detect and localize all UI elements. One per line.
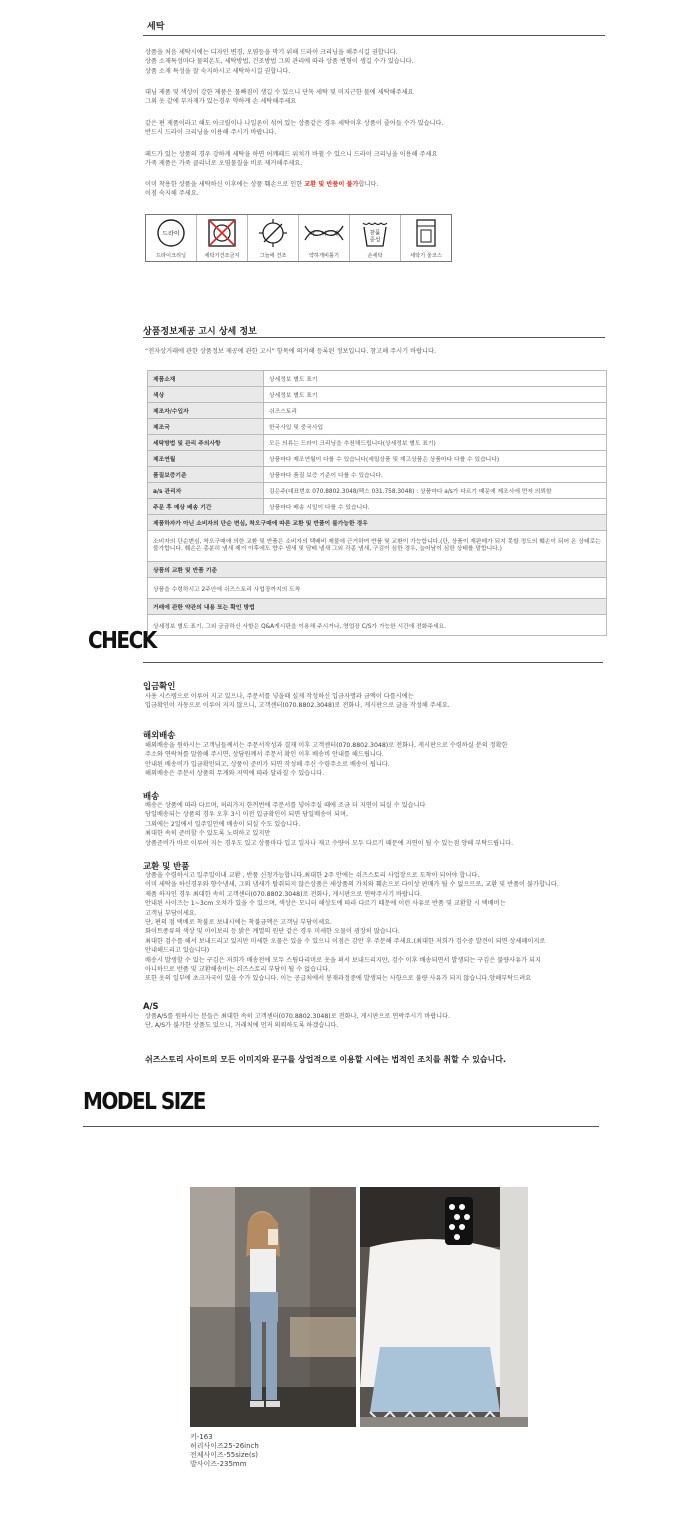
model-size-heading: MODEL SIZE [83, 1087, 205, 1115]
table-row [148, 499, 607, 515]
model-closeup-photo [360, 1187, 528, 1427]
info-value: 상세정보 별도 표기 [264, 371, 607, 387]
machine-wash-icon [411, 218, 441, 248]
overseas-body: 해외배송을 원하시는 고객님들께서는 주문서작성과 결재 이후 고객센터(070.8802.3048)로 전화나, 게시판으로 수령하실 분의 정확한 주소와 연락처를 말씀해 주시면, 상담원께서 주문서 확인 이후 배송비 안내를 해드립니다. 안내된 배송비가 입금확인되고, 상품이 준비가 되면 작성해 주신 수령주소로 배송이 됩니다. 해외배송은 주문서 상품의 무게와 지역에 따라 달라질 수 있습니다. [145, 742, 508, 778]
gentle-inner-3: 게 [333, 231, 339, 238]
model-full-body-photo [190, 1187, 356, 1427]
washing-para-4: 패드가 있는 상품의 경우 강하게 세탁을 하면 어깨패드 위치가 바뀔 수 있으니 드라이 크리닝을 이용해 주세요 가죽 제품은 가죽 클리너로 오염물질을 비로 제거해주세요. [145, 151, 438, 168]
no-machine-dry-icon [207, 218, 237, 248]
table-row [148, 419, 607, 435]
info-key: 세탁방법 및 관리 주의사항 [148, 435, 264, 451]
info-key: a/s 관리자 [148, 483, 264, 499]
washing-para-5-text: 이미 착용한 상품을 세탁하신 이후에는 상품 훼손으로 인한 [145, 181, 305, 188]
model-full-body-illustration [190, 1187, 356, 1427]
info-key: 색상 [148, 387, 264, 403]
terms-body: 상세정보 별도 표기. 그외 궁금하신 사항은 Q&A게시판을 이용해 주시거나, 영업장 C/S가 가능한 시간에 전화주세요. [148, 615, 607, 636]
table-row [148, 451, 607, 467]
notice-title: 상품정보제공 고시 상세 정보 [143, 327, 257, 337]
table-row [148, 387, 607, 403]
washing-rule [143, 35, 605, 36]
info-key: 제조자/수입자 [148, 403, 264, 419]
info-key: 제조국 [148, 419, 264, 435]
notice-intro: “전자상거래에 관한 상품정보 제공에 관한 고시” 항목에 의거해 등록된 정보입니다. 참고해 주시기 바랍니다. [145, 348, 436, 355]
info-value: 상품마다 품질 보증 기준이 다를 수 있습니다. [264, 467, 607, 483]
simple-change-header: 제품하자가 아닌 소비자의 단순 변심, 착오구매에 따른 교환 및 반품이 불가능한 경우 [148, 515, 607, 531]
info-value: 모든 의류는 드라이 크리닝을 추천해드립니다(상세정보 별도 표기) [264, 435, 607, 451]
product-info-table [147, 370, 607, 636]
shade-dry-cell [248, 215, 299, 261]
washing-para-3: 같은 편 제품이라고 해도 아크릴이나 나일론이 섞여 있는 상품같은 경우 세탁이후 상품이 줄어들 수가 있습니다. 반드시 드라이 크리닝을 이용해 주시기 바랍니다. [145, 120, 444, 137]
dry-clean-inner: 드라이 [162, 230, 180, 238]
copyright-notice: 쉬즈스토리 사이트의 모든 이미지와 문구를 상업적으로 이용할 시에는 법적인 조치를 취할 수 있습니다. [145, 1055, 507, 1064]
table-row [148, 562, 607, 578]
dry-clean-icon [156, 218, 186, 248]
shade-dry-icon [258, 218, 288, 248]
exchange-criteria-header: 상품의 교환 및 반품 기준 [148, 562, 607, 578]
gentle-wash-icon [302, 218, 346, 248]
gentle-inner-2: 하 [321, 231, 327, 238]
table-row [148, 531, 607, 562]
dry-clean-label: 드라이크리닝 [155, 253, 187, 259]
wool-course-cell [401, 215, 451, 261]
info-value: 상세정보 별도 표기 [264, 387, 607, 403]
hand-wash-label: 손세탁 [367, 253, 383, 259]
wool-course-label: 세탁기 울코스 [410, 253, 442, 259]
terms-header: 거래에 관한 약관의 내용 또는 확인 방법 [148, 599, 607, 615]
gentle-wring-cell [299, 215, 350, 261]
hand-wash-icon [360, 218, 390, 248]
info-value: 상품마다 배송 시일이 다를 수 있습니다. [264, 499, 607, 515]
check-rule [143, 662, 603, 663]
info-key: 주문 후 예상 배송 기간 [148, 499, 264, 515]
table-row [148, 615, 607, 636]
no-machine-dry-label: 세탁기건조금지 [204, 253, 240, 259]
deposit-title: 입금확인 [143, 681, 176, 691]
gentle-inner-1: 약 [309, 231, 315, 238]
washing-para-5 [145, 180, 605, 199]
table-row [148, 515, 607, 531]
exchange-criteria-body: 상품을 수령하시고 2주안에 쉬즈스토리 사업장까지의 도착 [148, 578, 607, 599]
notice-rule [143, 337, 605, 338]
table-row [148, 467, 607, 483]
overseas-title: 해외배송 [143, 730, 176, 740]
no-machine-dry-cell [197, 215, 248, 261]
model-size-specs: 키-163 허리사이즈25-26inch 전체사이즈-55size(s) 발사이즈-235mm [190, 1433, 259, 1468]
laundry-icons [145, 214, 452, 262]
table-row [148, 483, 607, 499]
info-key: 제조연월 [148, 451, 264, 467]
info-value: 한국사입 및 중국사입 [264, 419, 607, 435]
table-row [148, 435, 607, 451]
hand-wash-inner-1: 찬물 [369, 230, 381, 237]
washing-para-5-end: 합니다. [358, 181, 379, 188]
shade-dry-label: 그늘에 건조 [259, 253, 287, 259]
info-value: 김은주(대표번호 070.8802.3048/팩스 031.758.3048) : 상품마다 a/s가 다르기 때문에 제조사에 먼저 의뢰함 [264, 483, 607, 499]
hand-wash-inner-2: 중성 [369, 237, 381, 244]
table-row [148, 403, 607, 419]
hand-wash-cell [350, 215, 401, 261]
model-rule [83, 1126, 599, 1127]
dry-clean-cell [146, 215, 197, 261]
simple-change-body: 소비자의 단순변심, 착오구매에 의한 교환 및 반품은 소비자의 택배비 제불에 근거하여 반품 및 교환이 가능합니다.(단, 상품이 재판매가 되지 못할 정도의 훼손이 되어 온 상태로는 불가합니다. 훼손은 총분히 냄새 제거 이후에도 향수 냄새 및 담배 냄새 그외 각종 냄새, 구김이 심한 경우, 늘어남이 심한 상태를 말합니다.) [148, 531, 607, 562]
washing-para-2: 대님 제품 및 색상이 강한 제품은 물빠짐이 생길 수 있으니 단독 세탁 및 미지근한 물에 세탁해주세요 그외 옷 같에 부자재가 있는경우 약하게 손 세탁해주세요 [145, 89, 414, 106]
gentle-wring-label: 약하게비틀기 [308, 253, 340, 259]
check-heading: CHECK [88, 626, 156, 654]
info-key: 제품소재 [148, 371, 264, 387]
washing-para-5-line2: 이점 숙지해 주세요. [145, 190, 199, 198]
shipping-body: 배송은 상품에 따라 다르며, 허리가지 한꺼번에 주문서를 넣어주실 때에 조금 더 지연이 되실 수 있습니다 당일배송되는 상품의 경우 오후 3시 이전 입금확인이 되면 당일배송이 되며, 그외에는 2일에서 일주일안에 배송이 되실 수도 있습니다. 최대한 속히 준비할 수 있도록 노력하고 있지만 상품준비가 바로 이루어 지는 경우도 있고 상품마다 입고 일자나 재고 수량이 모두 다르기 때문에 지연이 될 수 있는점 양해 부탁드립니다. [145, 802, 514, 847]
table-row [148, 578, 607, 599]
exchange-return-title: 교환 및 반품 [143, 861, 190, 871]
info-key: 품질보증기준 [148, 467, 264, 483]
as-title: A/S [143, 1001, 159, 1011]
washing-title: 세탁 [147, 22, 165, 32]
model-closeup-illustration [360, 1187, 528, 1427]
as-body: 상품A/S를 원하시는 분들은 최대한 속히 고객센터(070.8802.3048)로 전화나, 게시판으로 연락주시기 바랍니다. 단, A/S가 불가한 상품도 있으니, 거래처에 먼저 의뢰하도록 하겠습니다. [145, 1013, 451, 1030]
no-exchange-warning: 교환 및 반품이 불가 [304, 181, 359, 188]
washing-para-1: 상품을 처음 세탁시에는 디자인 변경, 오염등을 막기 위해 드라이 크리닝을 해주시길 권합니다. 상품 소재특성마다 물의온도, 세탁방법, 건조방법 그외 관리에 따라 상품 변형이 생길 수가 있습니다. 상품 소재 특성을 잘 숙지하시고 세탁하시길 권합니다. [145, 49, 414, 75]
table-row [148, 599, 607, 615]
table-row [148, 371, 607, 387]
exchange-return-body: 상품을 수령하시고 일주일이내 교환 , 반품 신청가능합니다.최대한 2주 안에는 쉬즈스토리 사업장으로 도착이 되어야 합니다. 이미 세탁을 하신경우와 향수냄새, 그외 냄새가 탈취되지 않은상품은 새상품의 가치와 훼손으로 다이상 판매가 될 수 없으므로, 교환 및 반품이 불가합니다. 제품 하자인 경우 최대한 속히 고객센터(070.8802.3048)로 전화나, 게시판으로 연락주시기 바랍니다. 안내된 사이즈는 1~3cm 오차가 있을 수 있으며, 색상은 모니터 해상도에 따라 다르기 때문에 이런 사유로 반품 및 교환할 시 택배비는 고객님 부담이세요. 단, 편의 점 택배로 착불로 보내시에는 착불금액은 고객님 부담이세요. 화이트종류의 색상 및 아이보리 등 밝은 계열의 원단 같은 경우 미세한 오물이 굉장히 많습니다. 최대한 검수를 해서 보내드리고 있지만 미세한 오물은 있을 수 있으니 이점은 감안 후 주문해 주세요.(최대한 저희가 검수중 발견이 되면 상세페이지로 안내해드리고 있습니다) 배송시 발생할 수 있는 구김은 저희가 배송전에 모두 스팀다리머로 옷을 펴서 보내드리지만, 검수 이후 배송되면서 발생되는 구김은 불량사유가 되지 아니하므로 반품 및 교환해송비는 쉬즈스토리 부담이 될 수 없습니다. 또한 옷의 일부에 초크자국이 있을 수가 있습니다. 이는 공급처에서 봉재과정중에 발생되는 사항으로 불량 사유가 되지 않습니다.양해부탁드려요 [145, 872, 559, 983]
deposit-body: 사용 시스템으로 이루어 지고 있으나, 주문서를 넣을때 실제 작성하신 입금자명과 금액이 다를시에는 입금확인이 자동으로 이루어 지지 않으니, 고객센터(070.8802.3048)로 전화나, 게시판으로 글을 작성해 주세요. [145, 693, 450, 710]
shipping-title: 배송 [143, 791, 160, 801]
info-value: 쉬즈스토리 [264, 403, 607, 419]
info-value: 상품마다 제조연월이 다를 수 있습니다(세일상품 및 재고상품은 상품마다 다를 수 있습니다) [264, 451, 607, 467]
